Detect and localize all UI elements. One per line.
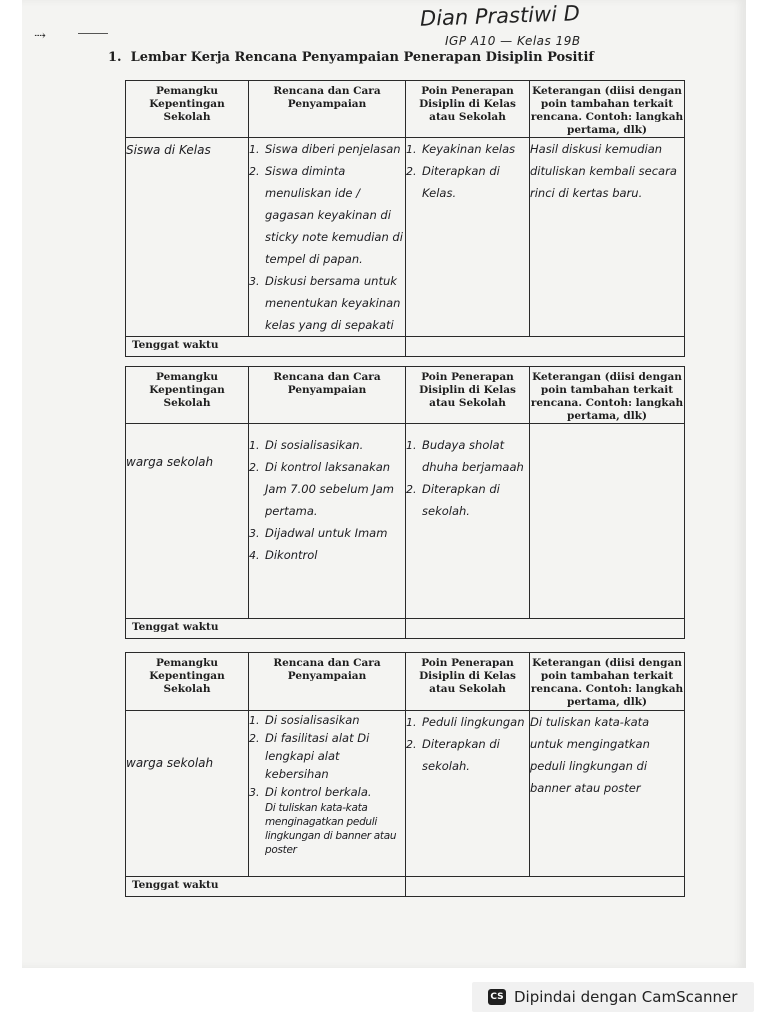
deadline-label: Tenggat waktu — [126, 619, 406, 639]
plan-item: 3. Di kontrol berkala. — [263, 783, 405, 801]
notes-cell: Di tuliskan kata-kata untuk mengingatkan peduli lingkungan di banner atau poster — [530, 711, 685, 877]
point-item: 2. Diterapkan di sekolah. — [420, 733, 529, 777]
points-list — [406, 434, 529, 522]
points-list — [406, 711, 529, 777]
deadline-value — [406, 337, 685, 357]
header-stakeholder: Pemangku Kepentingan Sekolah — [126, 367, 249, 424]
plan-cell — [249, 424, 406, 619]
deadline-label: Tenggat waktu — [126, 337, 406, 357]
header-stakeholder: Pemangku Kepentingan Sekolah — [126, 653, 249, 711]
plan-item: 1. Siswa diberi penjelasan — [263, 138, 405, 160]
plan-item: 1. Di sosialisasikan — [263, 711, 405, 729]
header-notes: Keterangan (diisi dengan poin tambahan terkait rencana. Contoh: langkah pertama, dlk) — [530, 81, 685, 138]
deadline-value — [406, 619, 685, 639]
point-item: 1. Budaya sholat dhuha berjamaah — [420, 434, 529, 478]
title-text: Lembar Kerja Rencana Penyampaian Penerapan Disiplin Positif — [130, 50, 594, 65]
author-name: Dian Prastiwi D — [419, 1, 581, 31]
worksheet-table-1 — [125, 80, 685, 357]
margin-dash — [78, 33, 108, 34]
plan-list — [249, 711, 405, 858]
points-cell — [406, 711, 530, 877]
notes-cell: Hasil diskusi kemudian dituliskan kembali secara rinci di kertas baru. — [530, 138, 685, 337]
deadline-value — [406, 877, 685, 897]
plan-item: 3. Diskusi bersama untuk menentukan keyakinan kelas yang di sepakati — [263, 270, 405, 336]
point-item: 1. Keyakinan kelas — [420, 138, 529, 160]
document-title — [108, 50, 594, 65]
plan-cell — [249, 711, 406, 877]
title-number: 1. — [108, 50, 122, 65]
point-item: 2. Diterapkan di sekolah. — [420, 478, 529, 522]
worksheet-table-3 — [125, 652, 685, 897]
header-notes: Keterangan (diisi dengan poin tambahan terkait rencana. Contoh: langkah pertama, dlk) — [530, 653, 685, 711]
plan-item: 2. Di fasilitasi alat Di lengkapi alat kebersihan — [263, 729, 405, 783]
camscanner-badge — [472, 982, 754, 1012]
point-item: 1. Peduli lingkungan — [420, 711, 529, 733]
stakeholder-cell: warga sekolah — [126, 424, 249, 619]
header-points: Poin Penerapan Disiplin di Kelas atau Sekolah — [406, 81, 530, 138]
plan-list — [249, 434, 405, 566]
camscanner-text: Dipindai dengan CamScanner — [514, 988, 738, 1006]
stakeholder-cell: warga sekolah — [126, 711, 249, 877]
header-plan: Rencana dan Cara Penyampaian — [249, 367, 406, 424]
worksheet-table-2 — [125, 366, 685, 639]
stakeholder-cell: Siswa di Kelas — [126, 138, 249, 337]
header-points: Poin Penerapan Disiplin di Kelas atau Sekolah — [406, 367, 530, 424]
plan-item: 2. Siswa diminta menuliskan ide / gagasan keyakinan di sticky note kemudian di tempel di papan. — [263, 160, 405, 270]
header-points: Poin Penerapan Disiplin di Kelas atau Sekolah — [406, 653, 530, 711]
header-plan: Rencana dan Cara Penyampaian — [249, 653, 406, 711]
margin-mark-icon: ⇢ — [34, 28, 46, 44]
points-list — [406, 138, 529, 204]
class-info: IGP A10 — Kelas 19B — [445, 34, 581, 48]
plan-item: 3. Dijadwal untuk Imam — [263, 522, 405, 544]
plan-item: Di tuliskan kata-kata menginagatkan peduli lingkungan di banner atau poster — [265, 802, 397, 856]
plan-list — [249, 138, 405, 336]
header-plan: Rencana dan Cara Penyampaian — [249, 81, 406, 138]
camscanner-logo-icon: CS — [488, 989, 506, 1005]
point-item: 2. Diterapkan di Kelas. — [420, 160, 529, 204]
points-cell — [406, 424, 530, 619]
plan-item: 1. Di sosialisasikan. — [263, 434, 405, 456]
notes-cell — [530, 424, 685, 619]
header-notes: Keterangan (diisi dengan poin tambahan terkait rencana. Contoh: langkah pertama, dlk) — [530, 367, 685, 424]
plan-cell — [249, 138, 406, 337]
header-stakeholder: Pemangku Kepentingan Sekolah — [126, 81, 249, 138]
points-cell — [406, 138, 530, 337]
plan-item: 4. Dikontrol — [263, 544, 405, 566]
plan-item: 2. Di kontrol laksanakan Jam 7.00 sebelum Jam pertama. — [263, 456, 405, 522]
deadline-label: Tenggat waktu — [126, 877, 406, 897]
